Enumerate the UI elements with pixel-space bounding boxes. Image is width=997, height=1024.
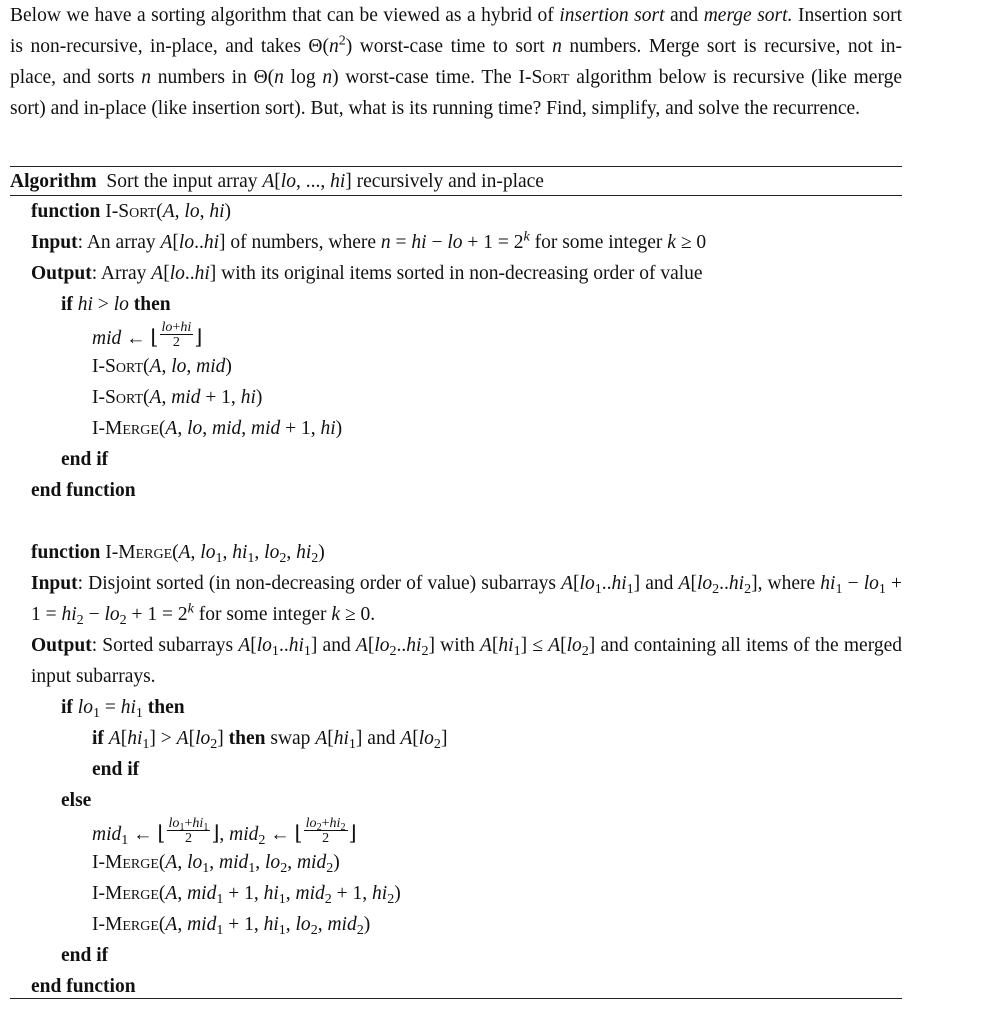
imerge-input: Input: Disjoint sorted (in non-decreasing order of value) subarrays $A[lo_1..hi_1]$ and $A[lo_2..hi_2]$, where $hi_1 - lo_1 + 1 = hi_2 - lo_2 + 1 = 2^k$ for some integer k ≥ 0. (31, 573, 902, 628)
intro-text: Below we have a sorting algorithm that can be viewed as a hybrid of insertion sort and merge sort. Insertion sort is non-recursive, in-place, and takes $\Theta(n^2)$ worst-case time to sort n numbers. Merge sort is recursive, not in-place, and sorts n numbers in Θ(n log n) worst-case time. The I-Sort algorithm below is recursive (like merge sort) and in-place (like insertion sort). But, what is its running time? Find, simplify, and solve the recurrence. (10, 5, 903, 119)
imerge-mid: mid$_1$ ← ⌊ $\frac{lo_1+hi_1}{2}$ ⌋, mid$_2$ ← ⌊ $\frac{lo_2+hi_2}{2}$ ⌋ (92, 815, 357, 848)
intro-paragraph (10, 0, 902, 124)
isort-call-2: I-Sort(A, mid + 1, hi) (92, 387, 263, 408)
imerge-else: else (61, 790, 92, 811)
caption-text: Sort the input array A[lo, ..., hi] recursively and in-place (106, 171, 544, 192)
intro-body: Insertion sort is non-recursive, in-place, and takes $\Theta(n^2)$ worst-case time to sort n numbers. Merge sort is recursive, not in-place, and sorts n numbers in Θ(n log n) worst-case time. The I-Sort algorithm below is recursive (like merge sort) and in-place (like insertion sort). But, what is its running time? Find, simplify, and solve the recurrence. (10, 5, 903, 119)
isort-call-3: I-Merge(A, lo, mid, mid + 1, hi) (92, 418, 343, 439)
algorithm-block (10, 166, 902, 997)
algorithm-caption: Algorithm Sort the input array A[lo, ..., hi] recursively and in-place (10, 171, 544, 192)
isort-if: if hi > lo then (61, 294, 171, 315)
isort-header: function I-Sort(A, lo, hi) (31, 201, 232, 222)
isort-output: Output: Array A[lo..hi] with its original items sorted in non-decreasing order of value (31, 263, 703, 284)
imerge-end-if-inner: end if (92, 759, 140, 780)
imerge-output: Output: Sorted subarrays $A[lo_1..hi_1]$ and $A[lo_2..hi_2]$ with $A[hi_1] \le A[lo_2]$ and containing all items of the merged input subarrays. (31, 635, 902, 687)
isort-end-function: end function (31, 480, 136, 501)
imerge-call-2: I-Merge(A, mid$_1$ + 1, $hi_1$, mid$_2$ + 1, $hi_2$) (92, 883, 401, 907)
imerge-call-3: I-Merge(A, mid$_1$ + 1, $hi_1$, $lo_2$, mid$_2$) (92, 914, 371, 938)
isort-end-if: end if (61, 449, 109, 470)
imerge-call-1: I-Merge(A, $lo_1$, mid$_1$, $lo_2$, mid$_2$) (92, 852, 340, 876)
imerge-swap: if $A[hi_1] > A[lo_2]$ then swap $A[hi_1]$ and $A[lo_2]$ (92, 728, 448, 752)
isort-call-1: I-Sort(A, lo, mid) (92, 356, 232, 377)
imerge-end-if: end if (61, 945, 109, 966)
imerge-end-function: end function (31, 976, 136, 997)
isort-input: Input: An array A[lo..hi] of numbers, where n = hi − lo + $1 = 2^k$ for some integer k ≥ 0 (31, 228, 707, 253)
bottom-rule (10, 998, 902, 999)
imerge-if: if $lo_1 = hi_1$ then (61, 697, 185, 721)
imerge-header: function I-Merge(A, $lo_1$, $hi_1$, $lo_2$, $hi_2$) (31, 542, 325, 566)
isort-mid: mid ← ⌊ $\frac{lo+hi}{2}$ ⌋ (92, 319, 203, 351)
